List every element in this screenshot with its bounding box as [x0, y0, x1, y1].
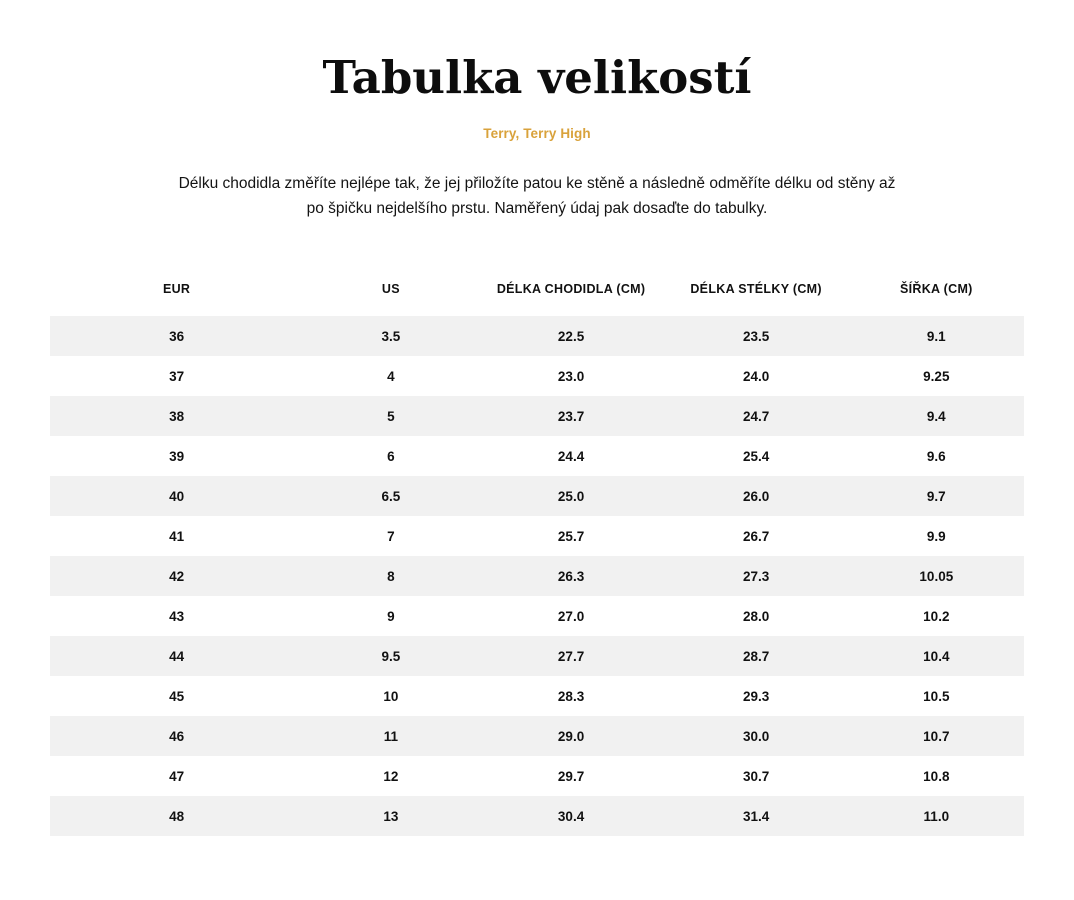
cell-foot-length: 23.7	[479, 396, 664, 436]
cell-insole-length: 29.3	[664, 676, 849, 716]
cell-foot-length: 25.0	[479, 476, 664, 516]
cell-width: 10.5	[849, 676, 1024, 716]
cell-us: 8	[303, 556, 478, 596]
cell-eur: 40	[50, 476, 303, 516]
cell-foot-length: 30.4	[479, 796, 664, 836]
product-names-subtitle: Terry, Terry High	[483, 125, 591, 141]
size-table-container	[50, 282, 1024, 836]
cell-eur: 46	[50, 716, 303, 756]
cell-us: 10	[303, 676, 478, 716]
table-header-row	[50, 282, 1024, 316]
cell-width: 10.8	[849, 756, 1024, 796]
cell-width: 10.7	[849, 716, 1024, 756]
cell-foot-length: 29.0	[479, 716, 664, 756]
cell-insole-length: 30.0	[664, 716, 849, 756]
cell-foot-length: 25.7	[479, 516, 664, 556]
cell-us: 5	[303, 396, 478, 436]
cell-us: 6.5	[303, 476, 478, 516]
cell-eur: 37	[50, 356, 303, 396]
cell-foot-length: 27.0	[479, 596, 664, 636]
cell-eur: 45	[50, 676, 303, 716]
measuring-instructions: Délku chodidla změříte nejlépe tak, že jej přiložíte patou ke stěně a následně odměříte délku od stěny až po špičku nejdelšího prstu. Naměřený údaj pak dosaďte do tabulky.	[178, 174, 896, 217]
table-row	[50, 396, 1024, 436]
table-row	[50, 316, 1024, 356]
cell-us: 7	[303, 516, 478, 556]
table-row	[50, 436, 1024, 476]
cell-eur: 48	[50, 796, 303, 836]
cell-us: 3.5	[303, 316, 478, 356]
column-header-width: ŠÍŘKA (CM)	[849, 282, 1024, 316]
cell-us: 13	[303, 796, 478, 836]
table-row	[50, 756, 1024, 796]
size-table-body	[50, 316, 1024, 836]
cell-insole-length: 26.0	[664, 476, 849, 516]
cell-width: 10.2	[849, 596, 1024, 636]
table-row	[50, 636, 1024, 676]
cell-width: 9.25	[849, 356, 1024, 396]
cell-eur: 42	[50, 556, 303, 596]
cell-eur: 44	[50, 636, 303, 676]
cell-insole-length: 24.7	[664, 396, 849, 436]
table-row	[50, 676, 1024, 716]
cell-us: 9.5	[303, 636, 478, 676]
cell-us: 12	[303, 756, 478, 796]
cell-insole-length: 28.0	[664, 596, 849, 636]
cell-foot-length: 29.7	[479, 756, 664, 796]
cell-insole-length: 30.7	[664, 756, 849, 796]
column-header-eur: EUR	[50, 282, 303, 316]
cell-foot-length: 27.7	[479, 636, 664, 676]
cell-eur: 43	[50, 596, 303, 636]
cell-foot-length: 28.3	[479, 676, 664, 716]
cell-us: 11	[303, 716, 478, 756]
cell-width: 11.0	[849, 796, 1024, 836]
cell-foot-length: 22.5	[479, 316, 664, 356]
page-title: Tabulka velikostí	[322, 51, 752, 104]
table-row	[50, 356, 1024, 396]
cell-insole-length: 25.4	[664, 436, 849, 476]
cell-foot-length: 23.0	[479, 356, 664, 396]
cell-insole-length: 31.4	[664, 796, 849, 836]
cell-width: 10.4	[849, 636, 1024, 676]
cell-insole-length: 24.0	[664, 356, 849, 396]
cell-eur: 39	[50, 436, 303, 476]
table-row	[50, 716, 1024, 756]
cell-us: 9	[303, 596, 478, 636]
cell-foot-length: 26.3	[479, 556, 664, 596]
cell-insole-length: 28.7	[664, 636, 849, 676]
cell-width: 9.6	[849, 436, 1024, 476]
cell-insole-length: 26.7	[664, 516, 849, 556]
column-header-insole-length: DÉLKA STÉLKY (CM)	[664, 282, 849, 316]
size-table-head	[50, 282, 1024, 316]
table-row	[50, 516, 1024, 556]
table-row	[50, 596, 1024, 636]
cell-eur: 41	[50, 516, 303, 556]
cell-eur: 47	[50, 756, 303, 796]
cell-width: 10.05	[849, 556, 1024, 596]
cell-width: 9.9	[849, 516, 1024, 556]
table-row	[50, 476, 1024, 516]
table-row	[50, 556, 1024, 596]
cell-insole-length: 23.5	[664, 316, 849, 356]
column-header-foot-length: DÉLKA CHODIDLA (CM)	[479, 282, 664, 316]
column-header-us: US	[303, 282, 478, 316]
cell-eur: 36	[50, 316, 303, 356]
cell-width: 9.7	[849, 476, 1024, 516]
cell-foot-length: 24.4	[479, 436, 664, 476]
cell-eur: 38	[50, 396, 303, 436]
cell-us: 4	[303, 356, 478, 396]
cell-us: 6	[303, 436, 478, 476]
cell-insole-length: 27.3	[664, 556, 849, 596]
cell-width: 9.4	[849, 396, 1024, 436]
size-table	[50, 282, 1024, 836]
cell-width: 9.1	[849, 316, 1024, 356]
table-row	[50, 796, 1024, 836]
